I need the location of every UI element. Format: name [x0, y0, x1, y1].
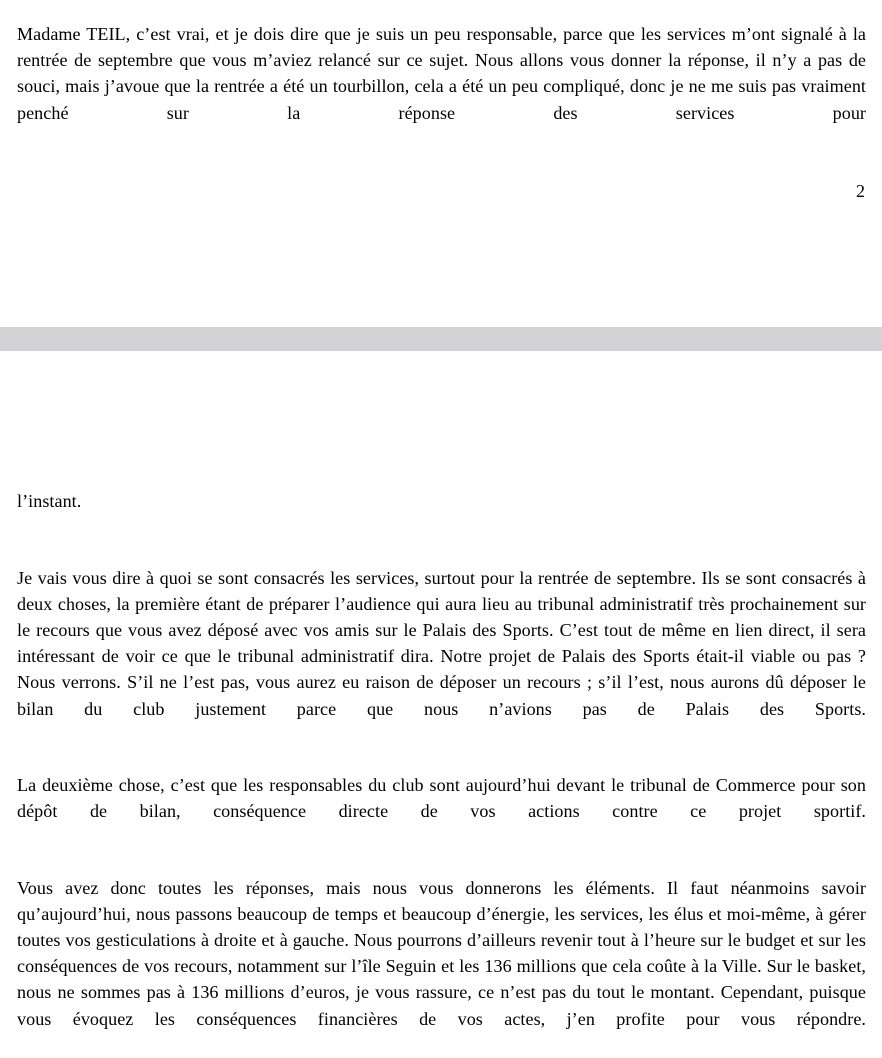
page-separator-band	[0, 327, 882, 351]
page-number: 2	[855, 181, 865, 202]
paragraph: Madame TEIL, c’est vrai, et je dois dire que je suis un peu responsable, parce que les services m’ont signalé à la rentrée de septembre que vous m’aviez relancé sur ce sujet. Nous allons vous donner la réponse, il n’y a pas de souci, mais j’avoue que la rentrée a été un tourbillon, cela a été un peu compliqué, donc je ne me suis pas vraiment penché sur la réponse des services pour	[17, 24, 866, 123]
paragraph: Vous avez donc toutes les réponses, mais nous vous donnerons les éléments. Il faut néanmoins savoir qu’aujourd’hui, nous passons beaucoup de temps et beaucoup d’énergie, les services, les élus et moi-même, à gérer toutes vos gesticulations à droite et à gauche. Nous pourrons d’ailleurs revenir tout à l’heure sur le budget et sur les conséquences de vos recours, notamment sur l’île Seguin et les 136 millions que cela coûte à la Ville. Sur le basket, nous ne sommes pas à 136 millions d’euros, je vous rassure, ce n’est pas du tout le montant. Cependant, puisque vous évoquez les conséquences financières de vos actes, j’en profite pour vous répondre.	[17, 877, 866, 1029]
paragraph: l’instant.	[17, 491, 82, 512]
page-footer	[17, 178, 866, 204]
page-top-margin	[17, 351, 866, 488]
paragraph: Je vais vous dire à quoi se sont consacrés les services, surtout pour la rentrée de septembre. Ils se sont consacrés à deux choses, la première étant de préparer l’audience qui aura lieu au tribunal administratif très prochainement sur le recours que vous avez déposé avec vos amis sur le Palais des Sports. C’est tout de même en lien direct, il sera intéressant de voir ce que le tribunal administratif dira. Notre projet de Palais des Sports était-il viable ou pas ? Nous verrons. S’il ne l’est pas, vous aurez eu raison de déposer un recours ; s’il l’est, nous aurons dû déposer le bilan du club justement parce que nous n’avions pas de Palais des Sports.	[17, 567, 866, 719]
scanned-page-two	[0, 351, 882, 1034]
paragraph: La deuxième chose, c’est que les responsables du club sont aujourd’hui devant le tribunal de Commerce pour son dépôt de bilan, conséquence directe de vos actions contre ce projet sportif.	[17, 775, 866, 822]
scanned-page-one	[0, 0, 882, 327]
